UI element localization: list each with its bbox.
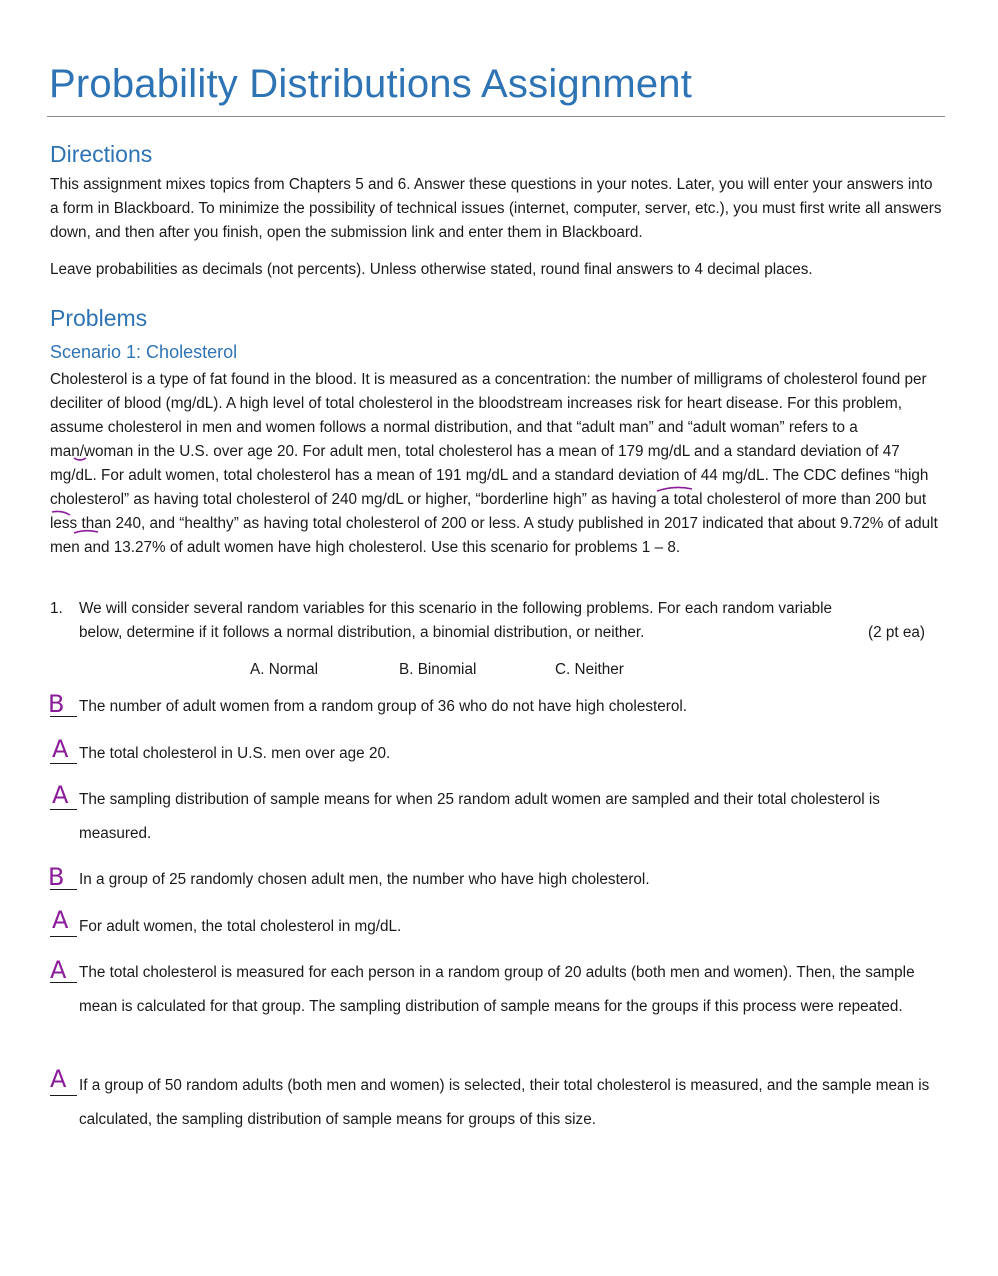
question-number: 1. xyxy=(50,600,63,617)
handwritten-answer: A xyxy=(52,781,69,809)
answer-blank[interactable] xyxy=(50,889,77,890)
scenario-text: Cholesterol is a type of fat found in the blood. It is measured as a concentration: the number of milligrams of cholesterol found per deciliter of blood (mg/dL). A high level of total cholesterol in the bloodstream increases risk for heart disease. For this problem, assume cholesterol in men and women follows a normal distribution, and that “adult man” and “adult woman” refers to a man/woman in the U.S. over age 20. For adult men, total cholesterol has a mean of 179 mg/dL and a standard deviation of 47 mg/dL. For adult women, total cholesterol has a mean of 191 mg/dL and a standard deviation of 44 mg/dL. The CDC defines “high cholesterol” as having total cholesterol of 240 mg/dL or higher, “borderline high” as having a total cholesterol of more than 200 but less than 240, and “healthy” as having total cholesterol of 200 or less. A study published in 2017 indicated that about 9.72% of adult men and 13.27% of adult women have high cholesterol. Use this scenario for problems 1 – 8. xyxy=(50,371,938,556)
item-text: The total cholesterol in U.S. men over age 20. xyxy=(79,745,391,762)
item-text: If a group of 50 random adults (both men and women) is selected, their total cholesterol is measured, and the sample mean is calculated, the sampling distribution of sample means for groups of this size. xyxy=(79,1077,930,1128)
problems-heading: Problems xyxy=(50,305,148,331)
item-text: For adult women, the total cholesterol in mg/dL. xyxy=(79,918,402,935)
handwritten-answer: A xyxy=(50,956,67,984)
handwritten-answer: A xyxy=(52,906,69,934)
answer-blank[interactable] xyxy=(50,936,77,937)
answer-blank[interactable] xyxy=(50,809,77,810)
handwritten-answer: B xyxy=(48,863,65,891)
item-text: The sampling distribution of sample means for when 25 random adult women are sampled and their total cholesterol is measured. xyxy=(79,791,880,842)
option-neither: C. Neither xyxy=(555,661,624,678)
answer-blank[interactable] xyxy=(50,763,77,764)
document-title: Probability Distributions Assignment xyxy=(49,62,693,106)
answer-blank[interactable] xyxy=(50,716,77,717)
handwritten-answer: B xyxy=(48,690,65,718)
option-normal: A. Normal xyxy=(250,661,318,678)
item-text: In a group of 25 randomly chosen adult men, the number who have high cholesterol. xyxy=(79,871,650,888)
handwritten-answer: A xyxy=(52,735,69,763)
rounding-instructions: Leave probabilities as decimals (not percents). Unless otherwise stated, round final answers to 4 decimal places. xyxy=(50,261,813,278)
scenario-heading: Scenario 1: Cholesterol xyxy=(50,342,238,362)
handwritten-answer: A xyxy=(50,1065,67,1093)
answer-blank[interactable] xyxy=(50,982,77,983)
answer-blank[interactable] xyxy=(50,1095,77,1096)
directions-heading: Directions xyxy=(50,141,153,167)
item-text: The total cholesterol is measured for each person in a random group of 20 adults (both men and women). Then, the sample mean is calculated for that group. The sampling distribution of sample means for the groups if this process were repeated. xyxy=(79,964,915,1015)
directions-paragraph: This assignment mixes topics from Chapters 5 and 6. Answer these questions in your notes. Later, you will enter your answers into a form in Blackboard. To minimize the possibility of technical issues (internet, computer, server, etc.), you must first write all answers down, and then after you finish, open the submission link and enter them in Blackboard. xyxy=(50,176,942,241)
question-text: We will consider several random variables for this scenario in the following problems. For each random variable below, determine if it follows a normal distribution, a binomial distribution, or neither. xyxy=(79,600,833,641)
option-binomial: B. Binomial xyxy=(399,661,477,678)
title-divider xyxy=(47,116,945,117)
question-points: (2 pt ea) xyxy=(868,624,925,641)
item-text: The number of adult women from a random group of 36 who do not have high cholesterol. xyxy=(79,698,687,715)
